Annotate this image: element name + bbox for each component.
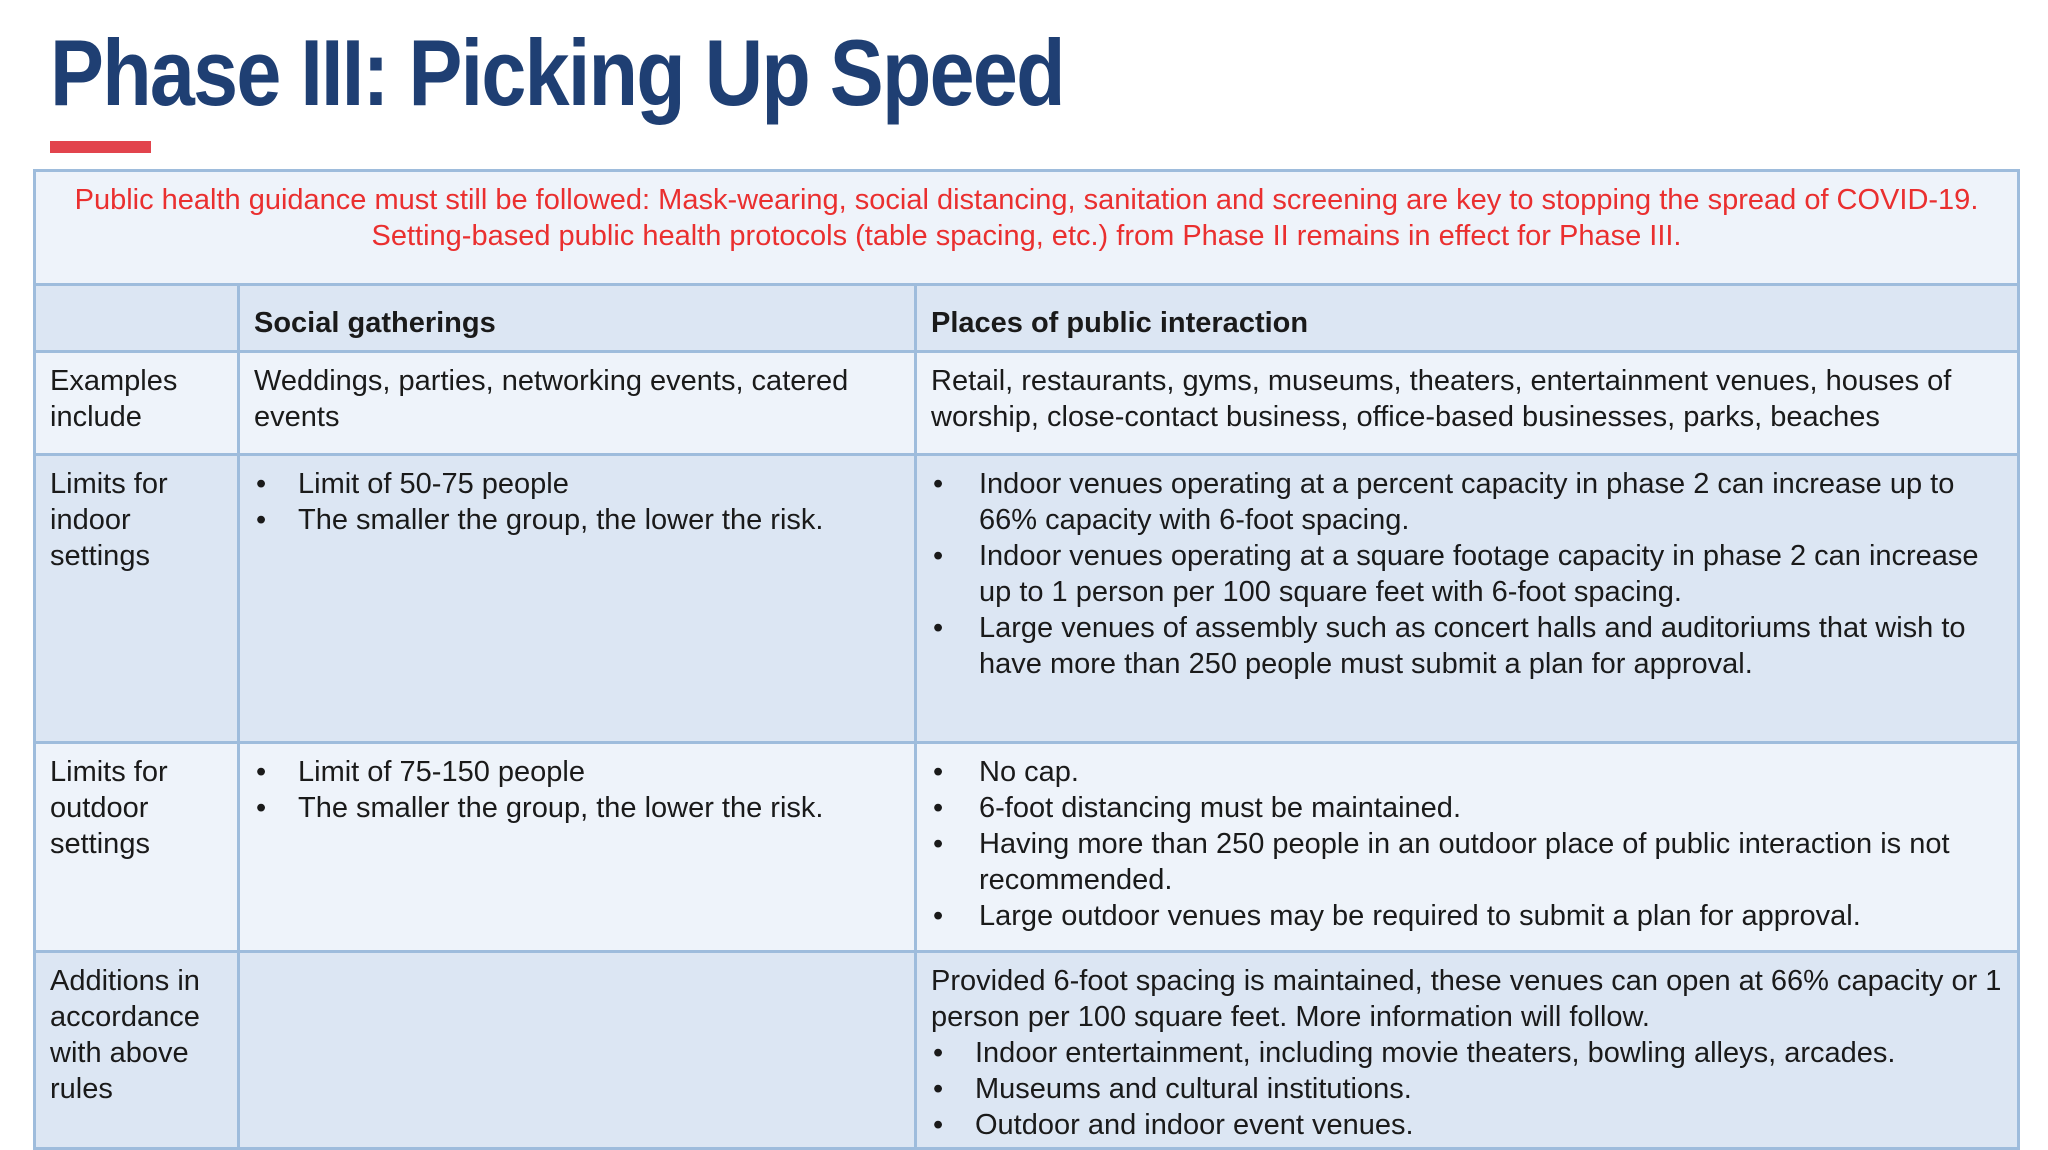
list-item: • The smaller the group, the lower the risk.: [254, 502, 900, 538]
header-social-gatherings: Social gatherings: [239, 285, 916, 352]
list-item: • No cap.: [931, 754, 2003, 790]
row-label-indoor: Limits for indoor settings: [35, 455, 239, 743]
list-item: • Indoor venues operating at a square footage capacity in phase 2 can increase up to 1 person per 100 square feet with 6-foot spacing.: [931, 538, 2003, 610]
additions-public-list: [931, 1035, 2003, 1143]
indoor-social-cell: [239, 455, 916, 743]
indoor-social-list: [254, 466, 900, 538]
examples-social: Weddings, parties, networking events, catered events: [239, 352, 916, 455]
notice-line-1: Public health guidance must still be followed: Mask-wearing, social distancing, sanitation and screening are key to stopping the spread of COVID-19.: [74, 184, 1979, 216]
list-item: • Having more than 250 people in an outdoor place of public interaction is not recommended.: [931, 826, 2003, 898]
list-item: • Limit of 75-150 people: [254, 754, 900, 790]
list-item: • Indoor entertainment, including movie theaters, bowling alleys, arcades.: [931, 1035, 2003, 1071]
row-label-examples: Examples include: [35, 352, 239, 455]
examples-public: Retail, restaurants, gyms, museums, theaters, entertainment venues, houses of worship, close-contact business, office-based businesses, parks, beaches: [916, 352, 2019, 455]
row-examples: [35, 352, 2019, 455]
indoor-public-list: [931, 466, 2003, 682]
outdoor-social-list: [254, 754, 900, 826]
notice-line-2: Setting-based public health protocols (table spacing, etc.) from Phase II remains in effect for Phase III.: [371, 220, 1682, 252]
phase-guidance-table: [33, 169, 2020, 1150]
outdoor-public-list: [931, 754, 2003, 934]
row-label-additions: Additions in accordance with above rules: [35, 952, 239, 1149]
indoor-public-cell: [916, 455, 2019, 743]
row-outdoor: [35, 743, 2019, 952]
additions-social: [239, 952, 916, 1149]
list-item: • Indoor venues operating at a percent capacity in phase 2 can increase up to 66% capacity with 6-foot spacing.: [931, 466, 2003, 538]
additions-public-cell: [916, 952, 2019, 1149]
additions-public-intro: Provided 6-foot spacing is maintained, these venues can open at 66% capacity or 1 person per 100 square feet. More information will follow.: [931, 965, 2002, 1033]
row-additions: [35, 952, 2019, 1149]
header-row: [35, 285, 2019, 352]
outdoor-public-cell: [916, 743, 2019, 952]
list-item: • Large venues of assembly such as concert halls and auditoriums that wish to have more than 250 people must submit a plan for approval.: [931, 610, 2003, 682]
header-public-interaction: Places of public interaction: [916, 285, 2019, 352]
list-item: • Limit of 50-75 people: [254, 466, 900, 502]
outdoor-social-cell: [239, 743, 916, 952]
title-accent-bar: [50, 141, 151, 153]
notice-cell: [35, 171, 2019, 285]
row-indoor: [35, 455, 2019, 743]
row-label-outdoor: Limits for outdoor settings: [35, 743, 239, 952]
list-item: • 6-foot distancing must be maintained.: [931, 790, 2003, 826]
header-blank: [35, 285, 239, 352]
list-item: • Large outdoor venues may be required to submit a plan for approval.: [931, 898, 2003, 934]
list-item: • Museums and cultural institutions.: [931, 1071, 2003, 1107]
notice-row: [35, 171, 2019, 285]
list-item: • The smaller the group, the lower the risk.: [254, 790, 900, 826]
slide-title: Phase III: Picking Up Speed: [50, 20, 1064, 125]
list-item: • Outdoor and indoor event venues.: [931, 1107, 2003, 1143]
